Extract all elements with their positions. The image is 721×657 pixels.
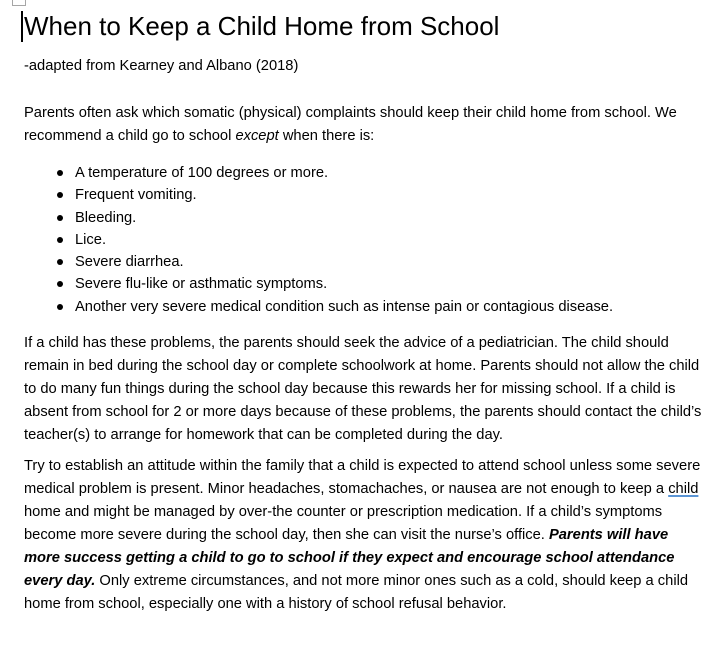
text-cursor [21,11,23,42]
bullet-icon [57,281,63,287]
suggestion-underline-word[interactable]: child [668,481,699,498]
list-item [75,184,706,206]
attitude-run-1: Try to establish an attitude within the family that a child is expected to attend school unless some severe medical problem is present. Minor headaches, stomachaches, or nausea are not enough to keep a [24,458,701,498]
list-item-text: Severe flu-like or asthmatic symptoms. [75,276,328,293]
list-item [75,273,706,295]
list-item-text: Another very severe medical condition such as intense pain or contagious disease. [75,298,614,315]
intro-paragraph [24,102,706,148]
advice-paragraph: If a child has these problems, the parents should seek the advice of a pediatrician. The child should remain in bed during the school day or complete schoolwork at home. Parents should not allow the child to do many fun things during the school day because this rewards her for missing school. If a child is absent from school for 2 or more days because of these problems, the parents should contact the child’s teacher(s) to arrange for homework that can be completed during the day. [24,335,702,444]
intro-run-italic: except [235,128,279,144]
symptom-list [24,162,706,318]
attitude-run-3: Only extreme circumstances, and not more minor ones such as a cold, should keep a child home from school, especially one with a history of school refusal behavior. [24,573,689,613]
list-item [75,229,706,251]
bullet-icon [57,259,63,265]
list-item [75,296,706,318]
list-item-text: Frequent vomiting. [75,187,197,204]
partial-square-icon [12,0,26,6]
bullet-icon [57,170,63,176]
bullet-icon [57,192,63,198]
attribution-line: -adapted from Kearney and Albano (2018) [24,58,299,74]
list-item-text: Severe diarrhea. [75,254,184,271]
bullet-icon [57,304,63,310]
attitude-paragraph [24,455,706,616]
list-item-text: Lice. [75,231,107,248]
bullet-icon [57,215,63,221]
list-item [75,162,706,184]
attitude-run-bold-italic: Parents will have more success getting a child to go to school if they expect and encourage school attendance every day. [24,527,675,590]
list-item [75,251,706,273]
page-title [24,10,706,42]
list-item-text: A temperature of 100 degrees or more. [75,165,329,181]
intro-run-2: when there is: [278,128,375,144]
intro-run-1: Parents often ask which somatic (physical) complaints should keep their child home from school. We recommend a child go to school [24,105,677,144]
list-item [75,207,706,229]
attitude-run-2: home and might be managed by over-the counter or prescription medication. If a child’s symptoms become more severe during the school day, then she can visit the nurse’s office. [24,504,663,544]
list-item-text: Bleeding. [75,209,137,226]
page-title-text: When to Keep a Child Home from School [24,11,500,41]
bullet-icon [57,237,63,243]
